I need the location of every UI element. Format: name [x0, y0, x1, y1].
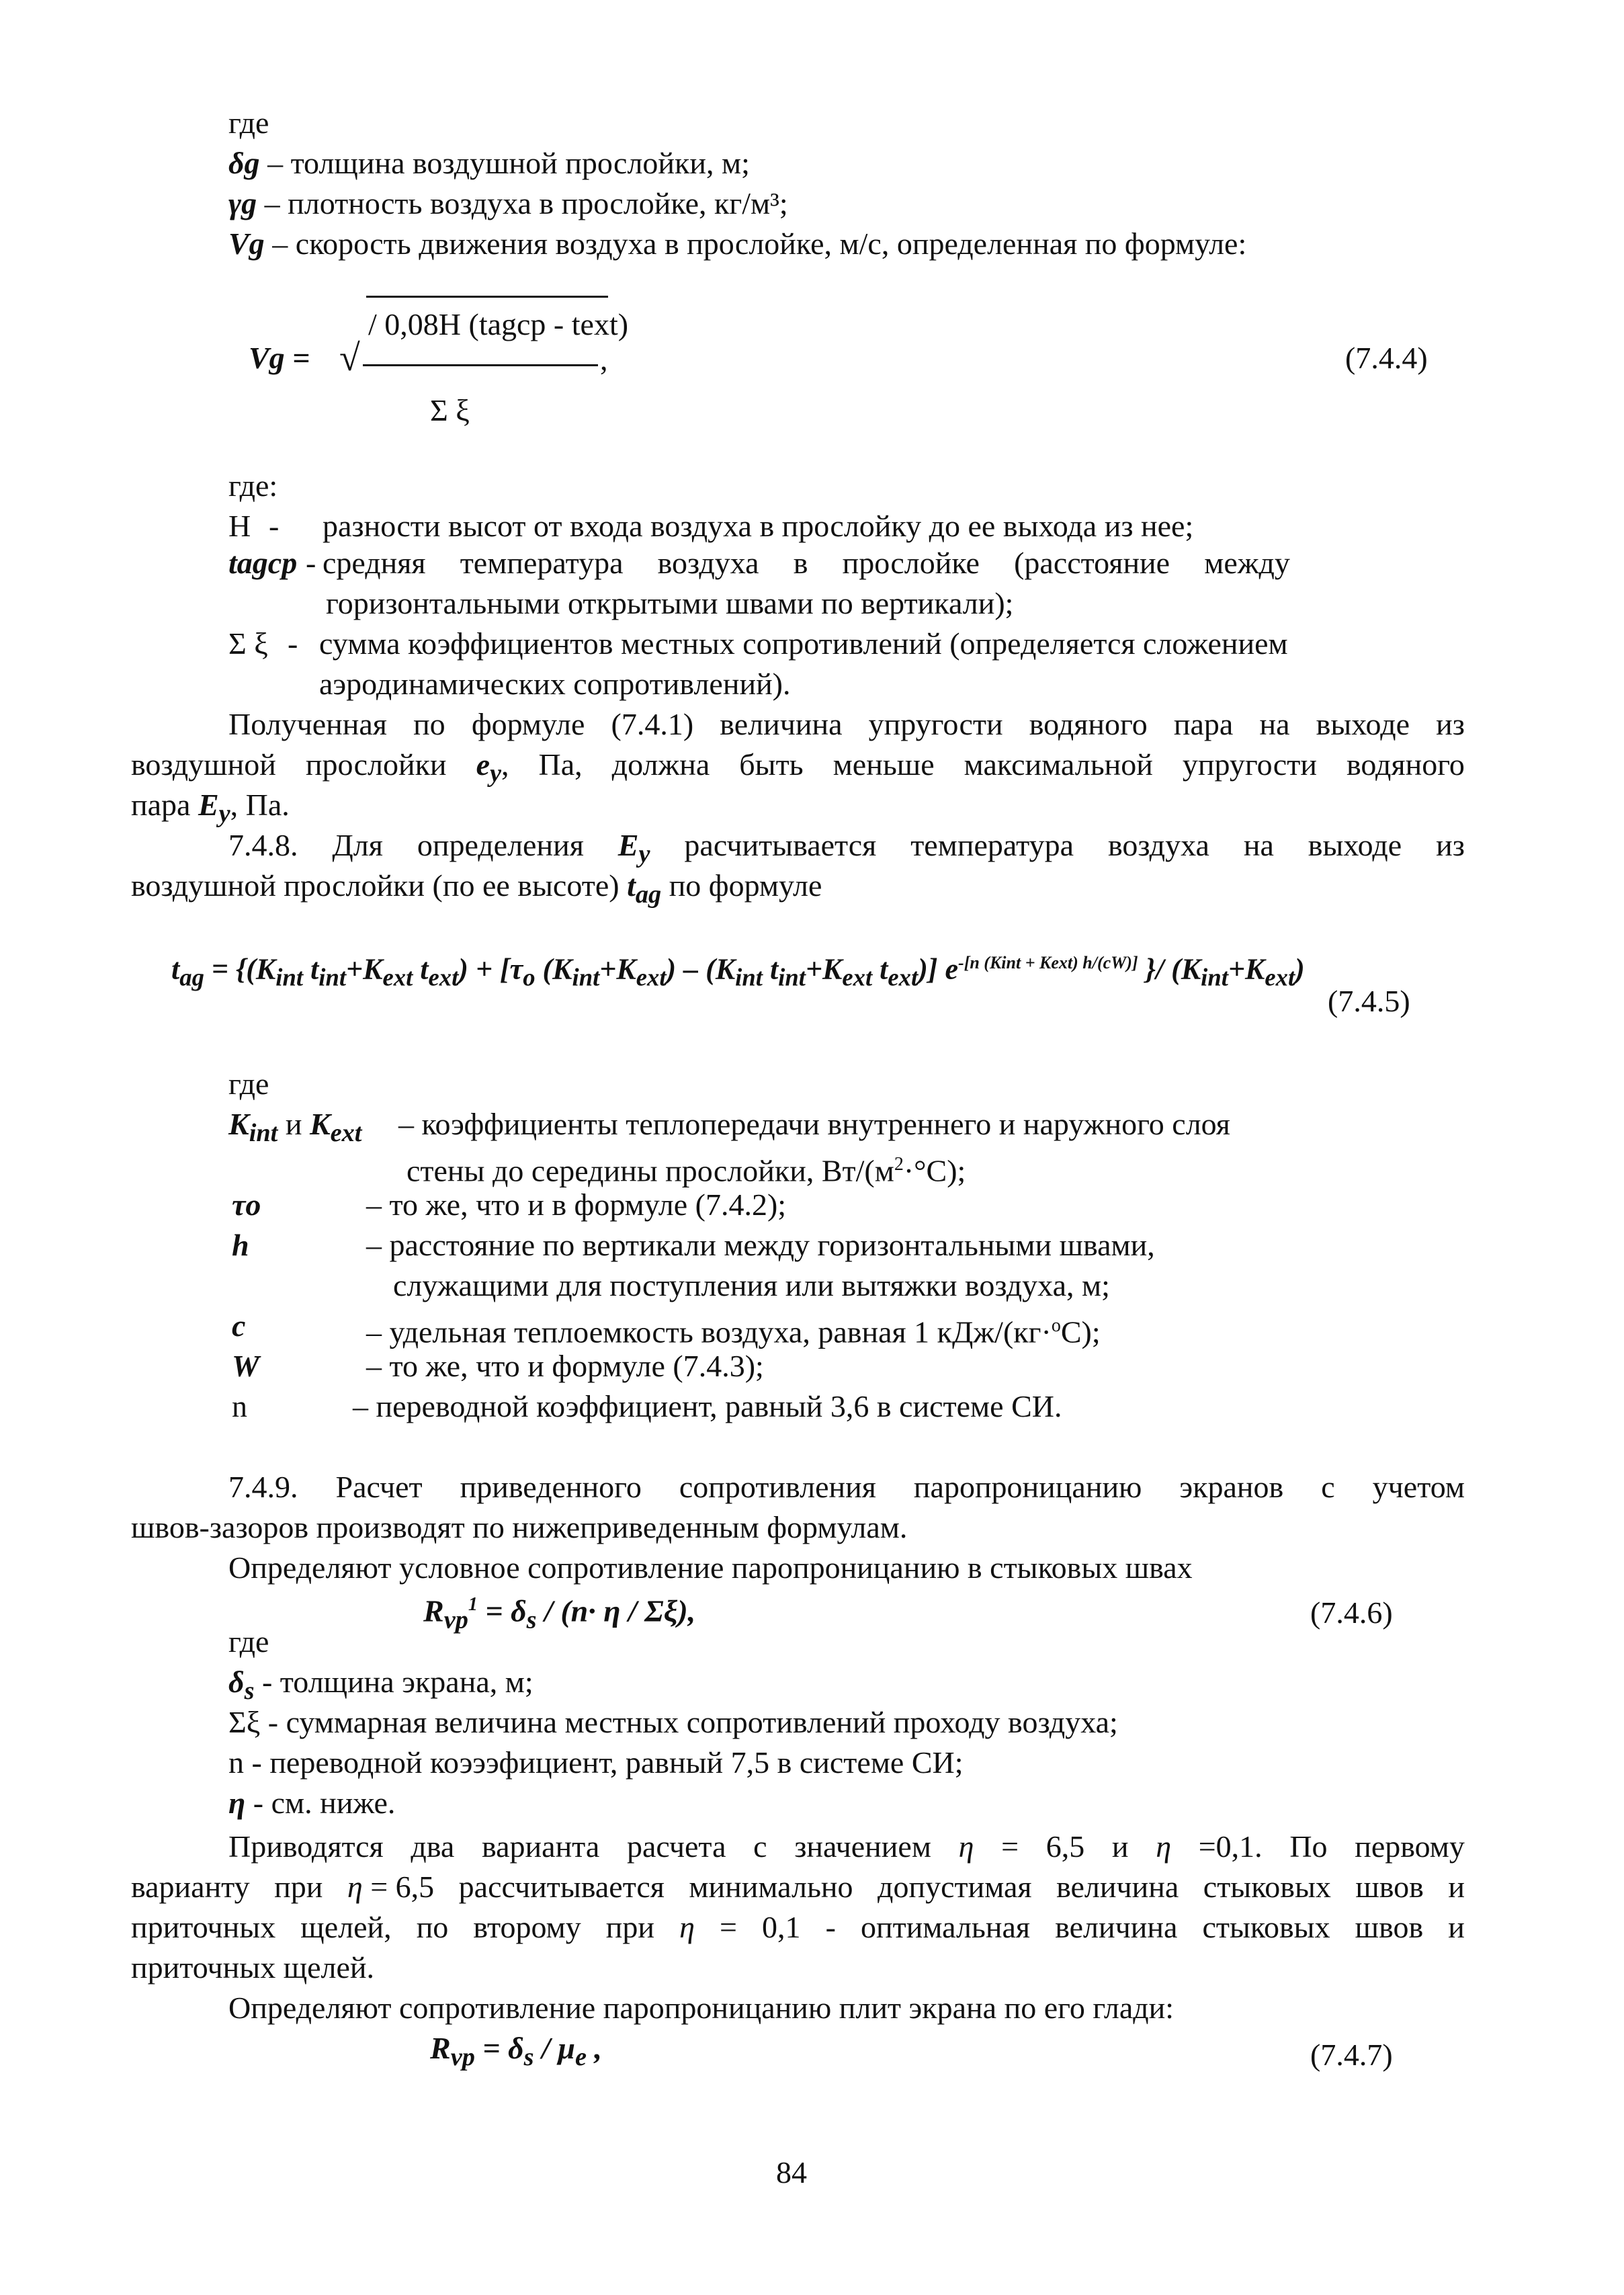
- definition-text: – удельная теплоемкость воздуха, равная 1 кДж/(кг·$^о$С);: [366, 1315, 1101, 1349]
- definition-sum-xi: Σξ - суммарная величина местных сопротивлений проходу воздуха;: [228, 1705, 1118, 1739]
- formula-number: (7.4.6): [1310, 1595, 1393, 1630]
- symbol-tau-o: τo: [232, 1187, 261, 1222]
- symbol-kint-kext: $K_{int}$ и $K_{ext}$: [228, 1107, 362, 1148]
- formula-number: (7.4.5): [1328, 984, 1410, 1018]
- symbol: δg: [228, 146, 260, 180]
- symbol-n: n: [232, 1389, 247, 1423]
- symbol: γg: [228, 186, 257, 220]
- page-number: 84: [776, 2155, 807, 2189]
- definition-text: – плотность воздуха в прослойке, кг/м³;: [257, 186, 788, 220]
- formula-lhs: Vg =: [249, 341, 310, 375]
- definition-v-g: [228, 225, 1246, 263]
- symbol: Vg: [228, 226, 265, 261]
- definition-eta: η - см. ниже.: [228, 1786, 396, 1820]
- symbol-tagcp: tagcp: [228, 546, 298, 580]
- symbol-sum-xi: Σ ξ: [228, 626, 268, 661]
- definition-text: – то же, что и в формуле (7.4.2);: [366, 1187, 787, 1222]
- dash: -: [306, 546, 316, 580]
- definition-text: – переводной коэффициент, равный 3,6 в системе СИ.: [353, 1389, 1062, 1423]
- fraction-bar: [363, 364, 598, 366]
- where-label: где: [228, 1067, 269, 1101]
- where-label: где: [228, 106, 269, 140]
- formula-7-4-6: $R_{vp}^1 = \delta_s / (n\cdot \eta / \Sigma\xi)$,: [423, 1593, 696, 1634]
- where-label: где:: [228, 468, 278, 503]
- symbol-h: h: [232, 1228, 249, 1262]
- formula-number: (7.4.7): [1310, 2038, 1393, 2072]
- formula-number: (7.4.4): [1345, 341, 1428, 375]
- definition-delta-g: [228, 144, 750, 182]
- dash: -: [269, 509, 280, 543]
- symbol-W: W: [232, 1349, 259, 1383]
- paragraph: Определяют сопротивление паропроницанию плит экрана по его глади:: [228, 1991, 1174, 2025]
- definition-text: средняя температура воздуха в прослойке (расстояние между: [323, 546, 1290, 580]
- definition-text: – коэффициенты теплопередачи внутреннего и наружного слоя: [398, 1107, 1230, 1141]
- formula-numerator: / 0,08H (tagcp - text): [368, 307, 629, 341]
- definition-delta-s: $\delta_s$ - толщина экрана, м;: [228, 1665, 533, 1706]
- formula-7-4-7: $R_{vp} = \delta_s / \mu_e$ ,: [430, 2031, 602, 2072]
- definition-text: – то же, что и формуле (7.4.3);: [366, 1349, 764, 1383]
- definition-n: n - переводной коэээфициент, равный 7,5 в системе СИ;: [228, 1745, 964, 1780]
- definition-text: разности высот от входа воздуха в прослойку до ее выхода из нее;: [323, 509, 1194, 543]
- symbol-H: Н: [228, 509, 251, 543]
- radical-overline: [366, 296, 608, 298]
- definition-text: – расстояние по вертикали между горизонтальными швами,: [366, 1228, 1155, 1262]
- definition-text: сумма коэффициентов местных сопротивлений (определяется сложением: [319, 626, 1288, 661]
- document-page: где δg – толщина воздушной прослойки, м; γg – плотность воздуха в прослойке, кг/м³; Vg – скорость движения воздуха в прослойке, м/с, определенная по формуле: / 0,08H (tagcp - text) Vg = √ , (7.4.4) Σ ξ где: Н - разности высот от входа воздуха в прослойку до ее выхода из нее; tagcp - средняя температура воздуха в прослойке (расстояние между горизонтальными открытыми швами по вертикали); Σ ξ - сумма коэффициентов местных сопротивлений (определяется сложением аэродинамических сопротивлений). Полученная по формуле (7.4.1) величина упругости водяного пара на выходе из воздушной прослойки $e_y$, Па, должна быть меньше максимальной упругости водяного пара $E_y$, Па. 7.4.8. Для определения $E_y$ расчитывается температура воздуха на выходе из воздушной прослойки (по ее высоте) $t_{ag}$ по формуле $t_{ag} = \{(K_{int}$ $t_{int}+K_{ext}$ $t_{ext}) + [\tau_o$ $(K_{int}+K_{ext}) - (K_{int}$ $t_{int}+K_{ext}$ $t_{ext}$)] $e^{-[n (Kint + Kext) h/(cW)]}$ }/ $(K_{int}+K_{ext})$ (7.4.5) где $K_{int}$ и $K_{ext}$ – коэффициенты теплопередачи внутреннего и наружного слоя стены до середины прослойки, $Вт/(м^2\cdot^\circ С)$; τo – то же, что и в формуле (7.4.2); h – расстояние по вертикали между горизонтальными швами, служащими для поступления или вытяжки воздуха, м; c – удельная теплоемкость воздуха, равная 1 кДж/(кг·$^о$С); W – то же, что и формуле (7.4.3); n – переводной коэффициент, равный 3,6 в системе СИ. 7.4.9. Расчет приведенного сопротивления паропроницанию экранов с учетом швов-зазоров производят по нижеприведенным формулам. Определяют условное сопротивление паропроницанию в стыковых швах $R_{vp}^1 = \delta_s / (n\cdot \eta / \Sigma\xi)$, (7.4.6) где $\delta_s$ - толщина экрана, м; Σξ - суммарная величина местных сопротивлений проходу воздуха; n - переводной коэээфициент, равный 7,5 в системе СИ; η - см. ниже. Приводятся два варианта расчета с значением η = 6,5 и η =0,1. По первому варианту при η = 6,5 рассчитывается минимально допустимая величина стыковых швов и приточных щелей, по второму при η = 0,1 - оптимальная величина стыковых швов и приточных щелей. Определяют сопротивление паропроницанию плит экрана по его глади: $R_{vp} = \delta_s / \mu_e$ , (7.4.7) 84: [0, 0, 1624, 2295]
- definition-text: – скорость движения воздуха в прослойке, м/с, определенная по формуле:: [264, 226, 1247, 261]
- definition-text: – толщина воздушной прослойки, м;: [259, 146, 750, 180]
- definition-text: стены до середины прослойки, $Вт/(м^2\cdot^\circ С)$;: [407, 1153, 966, 1188]
- formula-7-4-5: $t_{ag} = \{(K_{int}$ $t_{int}+K_{ext}$ $t_{ext}) + [\tau_o$ $(K_{int}+K_{ext}) - (K_{int}$ $t_{int}+K_{ext}$ $t_{ext}$)] $e^{-[n (Kint + Kext) h/(cW)]}$ }/ $(K_{int}+K_{ext})$: [171, 952, 1305, 991]
- definition-text: аэродинамических сопротивлений).: [319, 667, 791, 701]
- definition-gamma-g: [228, 185, 788, 222]
- radical-sign: √: [339, 337, 360, 379]
- where-label: где: [228, 1624, 269, 1659]
- formula-denominator: Σ ξ: [430, 393, 470, 427]
- dash: -: [288, 626, 298, 661]
- definition-text: служащими для поступления или вытяжки воздуха, м;: [393, 1268, 1110, 1302]
- symbol-c: c: [232, 1308, 246, 1343]
- definition-text: горизонтальными открытыми швами по вертикали);: [326, 586, 1014, 620]
- formula-comma: ,: [600, 342, 608, 376]
